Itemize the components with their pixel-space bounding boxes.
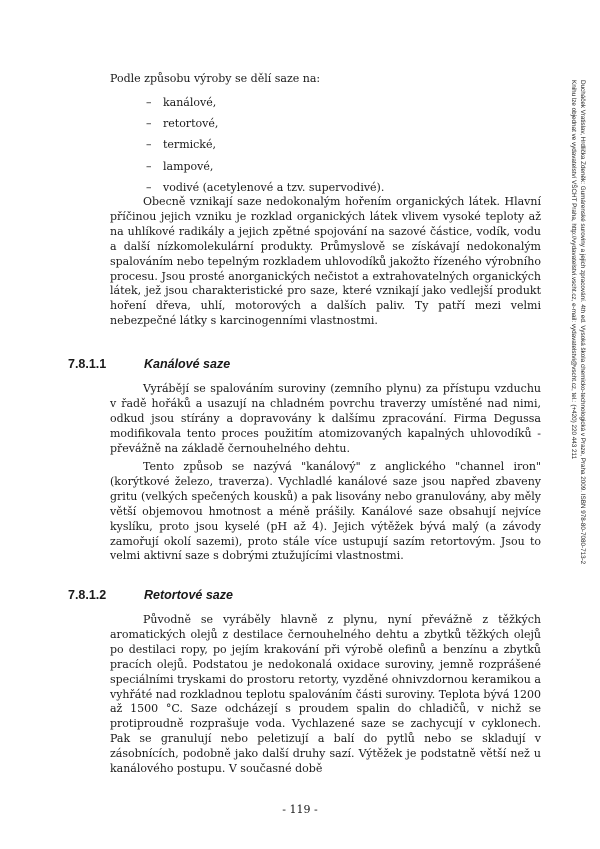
- list-item: – retortové,: [146, 117, 219, 131]
- paragraph-retort-1: Původně se vyráběly hlavně z plynu, nyní převážně z těžkých aromatických olejů z destilace černouhelného dehtu a zbytků těžkých olejů po destilaci ropy, po jejím krakování při výrobě olefinů a benzínu a zbytků pracích olejů. Podstatou je nedokonalá oxidace suroviny, jemně rozprášené speciálními tryskami do prostoru retorty, vyzděné ohnivzdornou keramikou a vyhřáté nad rozkladnou teplotu spalováním části suroviny. Teplota bývá 1200 až 1500 °C. Saze odcházejí s proudem spalin do chladičů, v nichž se protiproudně rozprašuje voda. Vychlazené saze se zachycují v cyklonech. Pak se granulují nebo peletizují a balí do pytlů nebo se skladují v zásobnících, podobně jako další druhy sazí. Výtěžek je podstatně větší než u kanálového postupu. V současné době: [110, 613, 541, 776]
- list-item: – kanálové,: [146, 96, 217, 109]
- paragraph-general: Obecně vznikají saze nedokonalým hořením organických látek. Hlavní příčinou jejich vzniku je rozklad organických látek vlivem vysoké teploty až na uhlíkové radikály a jejich zpětné spojování na sazové částice, vodík, vodu a další nízkomolekulární produkty. Průmyslově se získávají nedokonalým spalováním nebo tepelným rozkladem uhlovodíků jakožto řízeného výrobního procesu. Jsou prosté anorganických nečistot a extrahovatelných organických látek, jež jsou charakteristické pro saze, které vznikají jako vedlejší produkt hoření dřeva, uhlí, motorových a dalších paliv. Ty patří mezi velmi nebezpečné látky s karcinogenními vlastnostmi.: [110, 195, 541, 328]
- citation-line: Ducháček Vratislav, Hrdlička Zdeněk: Gumárenské suroviny a jejich zpracování. 4th ed. Vysoká škola chemicko-technologická v Praze, Praha 2009. ISBN 978-80-7080-713-2: [579, 80, 586, 565]
- list-item: – vodivé (acetylenové a tzv. supervodivé).: [146, 180, 385, 194]
- page-number: - 119 -: [282, 803, 318, 816]
- section-heading-retort: 7.8.1.2 Retortové saze: [68, 588, 233, 602]
- section-heading-channel: 7.8.1.1 Kanálové saze: [68, 357, 231, 371]
- list-item: – termické,: [146, 138, 216, 152]
- list-item: – lampové,: [146, 159, 214, 173]
- intro-text: Podle způsobu výroby se dělí saze na:: [110, 72, 321, 85]
- paragraph-channel-2: Tento způsob se nazývá "kanálový" z anglického "channel iron" (korýtkové železo, traverza). Vychladlé kanálové saze jsou napřed zbaveny gritu (velkých spečených kousků) a pak lisovány nebo granulovány, aby měly větší objemovou hmotnost a méně prášily. Kanálové saze obsahují nejvíce kyslíku, proto jsou kyselé (pH až 4). Jejich výtěžek bývá malý (a závody zamořují okolí sazemi), proto stále více ustupují sazím retortovým. Jsou to velmi aktivní saze s dobrými ztužujícími vlastnostmi.: [110, 460, 541, 563]
- citation-sidebar: [569, 80, 587, 660]
- soot-kinds-list: [146, 92, 384, 198]
- paragraph-channel-1: Vyrábějí se spalováním suroviny (zemního plynu) za přístupu vzduchu v řadě hořáků a usazují na chladném povrchu traverzy umístěné nad nimi, odkud jsou stírány a dopravovány k dalšímu zpracování. Firma Degussa modifikovala tento proces použitím atomizovaných kapalných uhlovodíků - převážně na základě černouhelného dehtu.: [110, 382, 541, 455]
- order-info-line: Knihu lze objednat ve vydavatelství VŠCHT Praha, http://vydavatelstvi.vscht.cz, e-mail: vydavatelstvi@vscht.cz, tel.: (+420) 220 443 211: [570, 80, 577, 460]
